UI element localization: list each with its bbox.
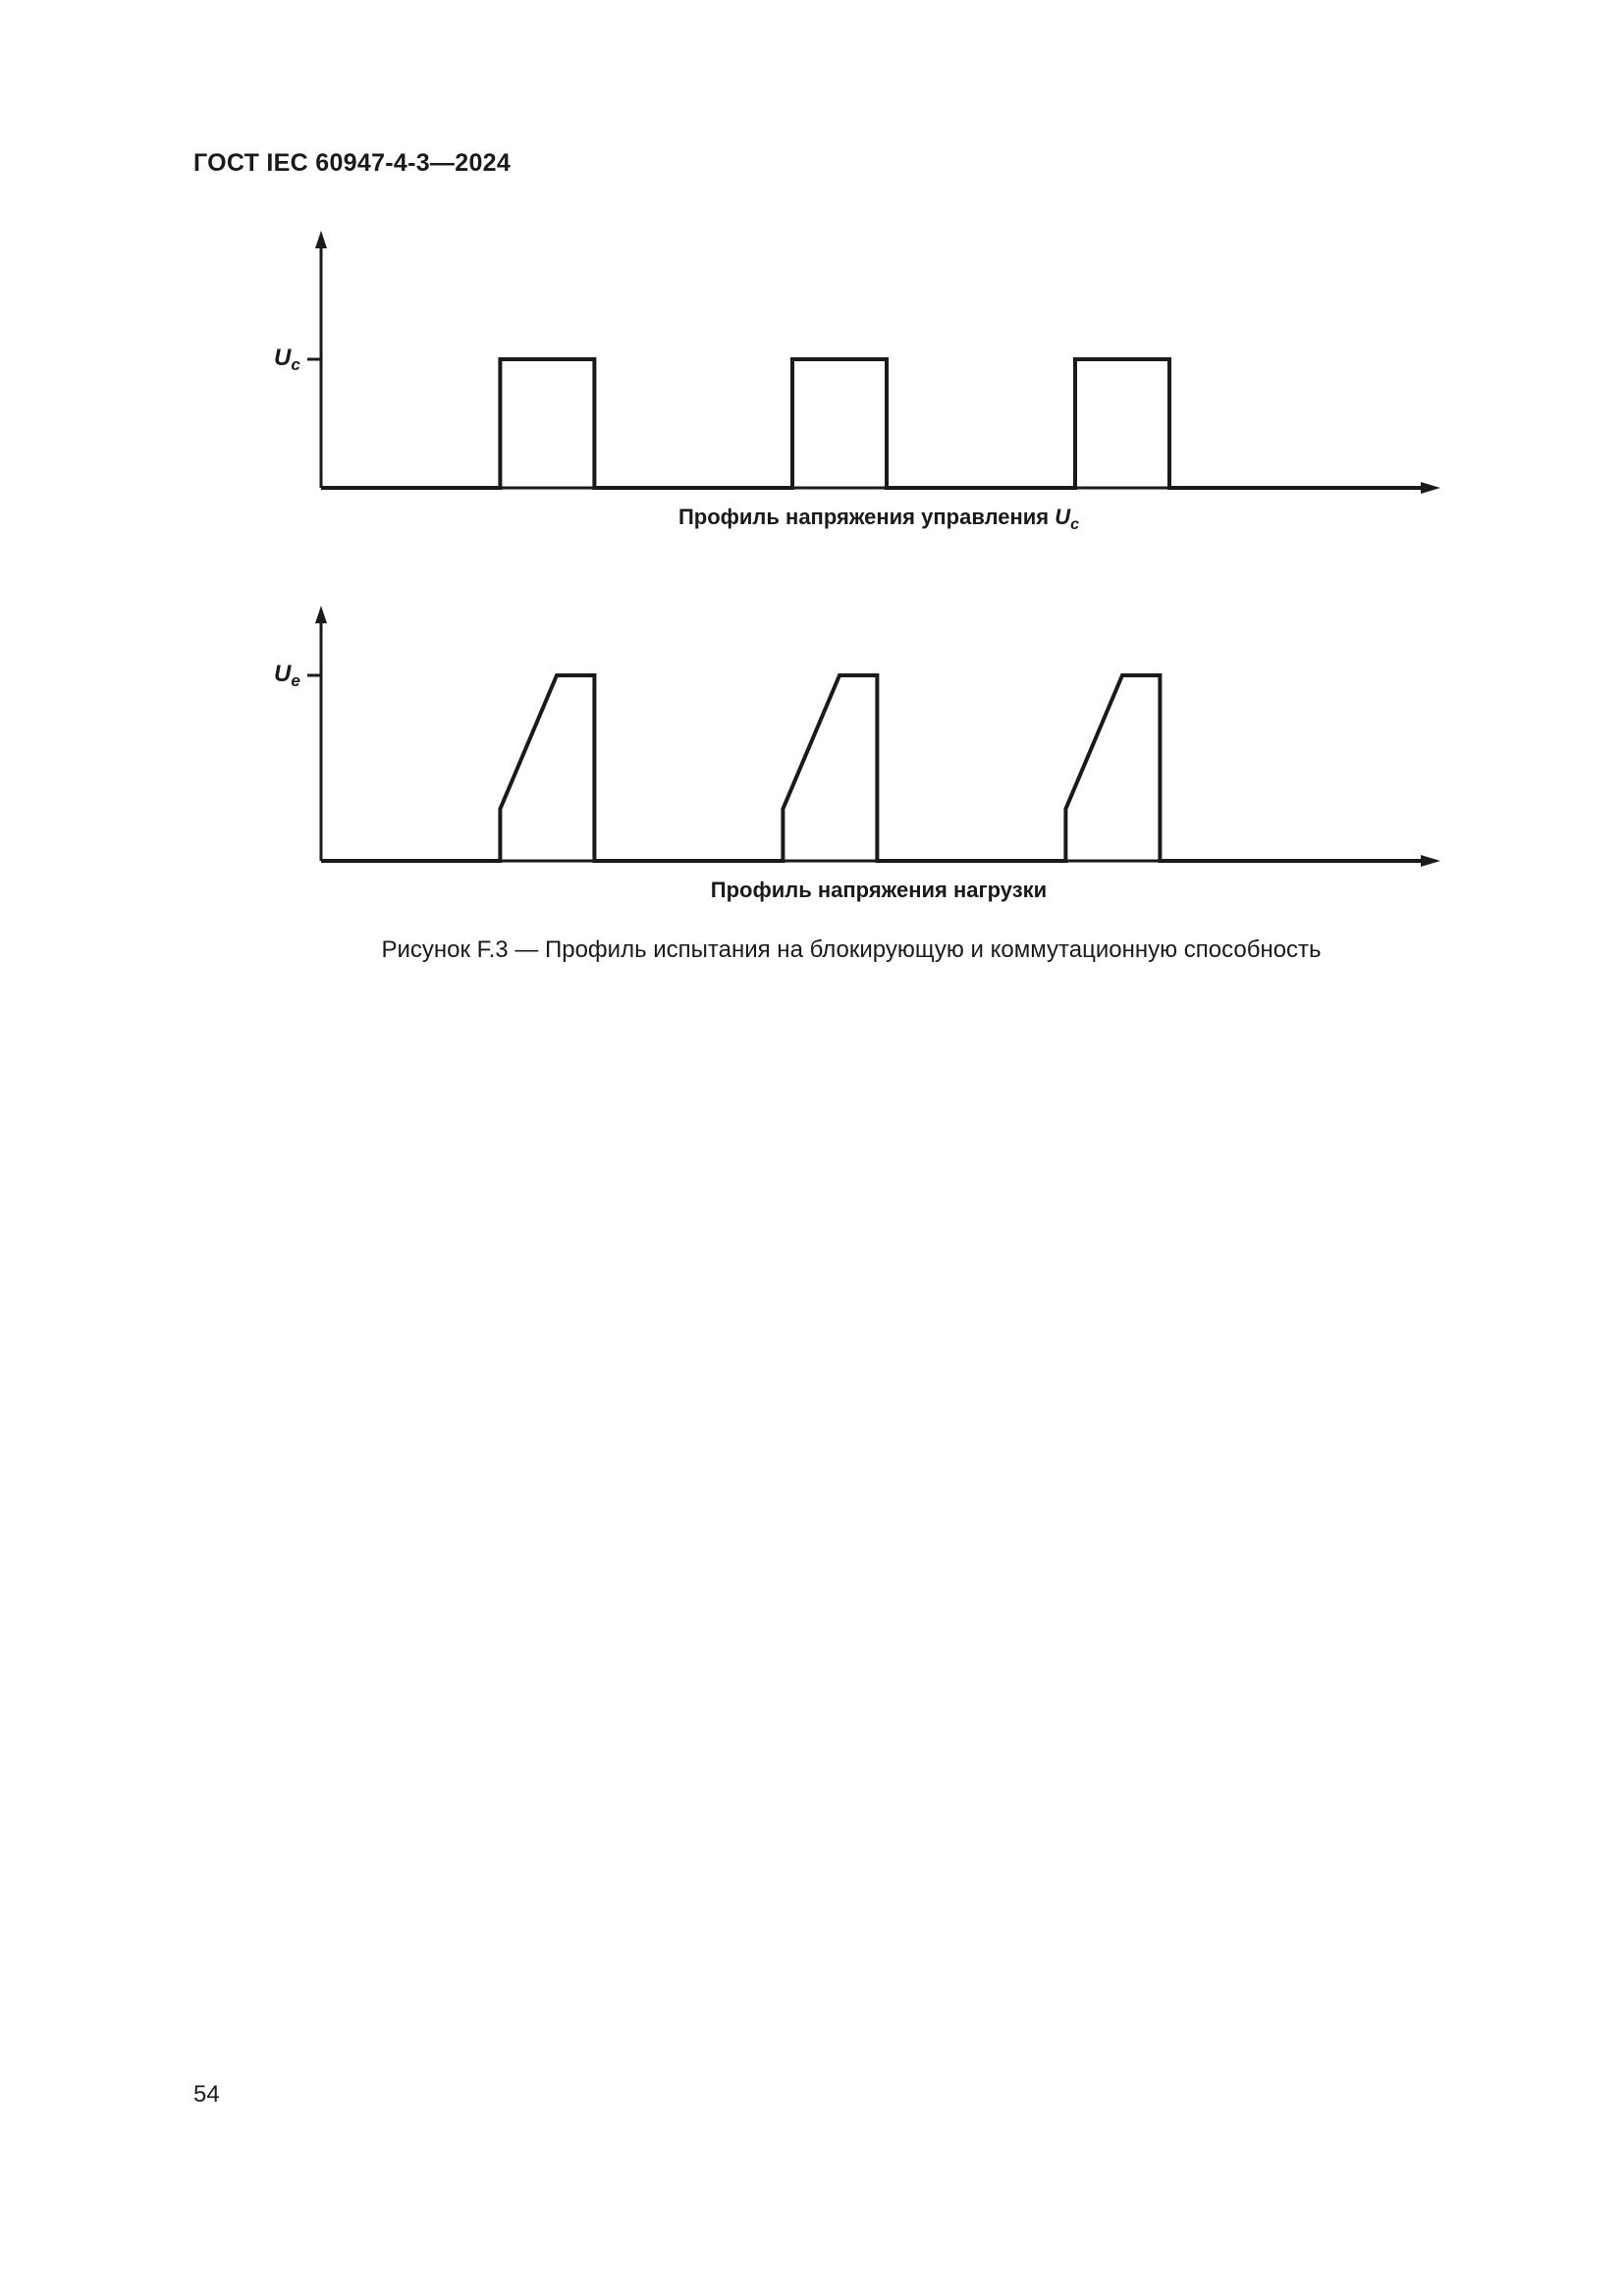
figure-svg (0, 0, 1624, 1080)
chart-2-title: Профиль напряжения нагрузки (710, 878, 1048, 902)
document-header: ГОСТ IEC 60947-4-3—2024 (193, 149, 512, 177)
chart-2-y-label: $U_e$ (274, 661, 300, 690)
chart-1-waveform (321, 359, 1434, 488)
page-number: 54 (193, 2081, 220, 2108)
chart-1-y-label: $U_c$ (274, 345, 300, 374)
figure (0, 0, 1624, 1080)
chart-2-waveform (321, 675, 1434, 861)
chart-1-title: Профиль напряжения управления $U_c$ (677, 505, 1080, 533)
chart-1-y-axis-arrow (315, 231, 327, 248)
figure-caption: Рисунок F.3 — Профиль испытания на блокирующую и коммутационную способность (381, 936, 1322, 963)
chart-2-y-axis-arrow (315, 606, 327, 623)
